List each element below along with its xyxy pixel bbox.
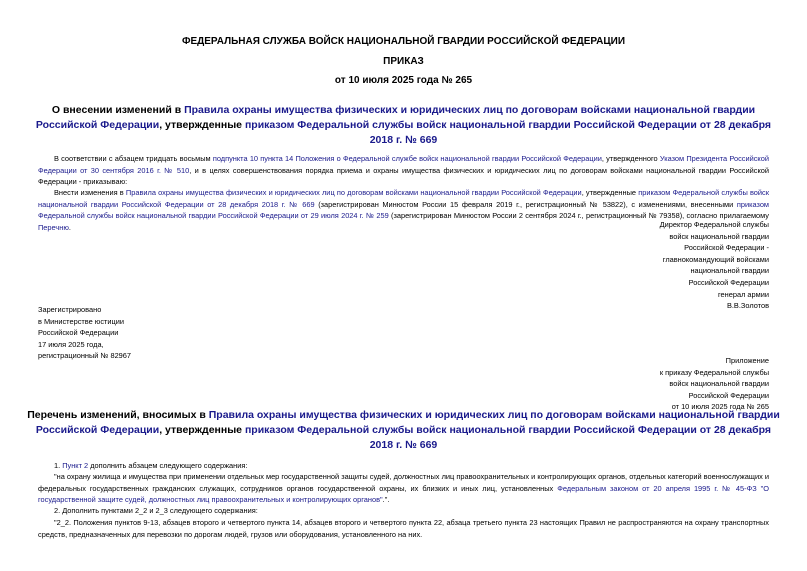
- quote-2: "2_2. Положения пунктов 9-13, абзацев второго и четвертого пункта 14, абзацев второго и четвертого пункта 22, абзаца третьего пункта 23 настоящих Правил не распространяются на охрану транспортных средств, предназначенных для перевозки по дорогам людей, грузов или оборудования, установленного на них.: [38, 518, 769, 539]
- item-number: 1.: [54, 461, 63, 470]
- registration-block: [38, 304, 131, 362]
- link-decree[interactable]: Указом Президента Российской Федерации от 30 сентября 2016 г. № 510: [38, 154, 769, 175]
- text-span: , утвержденного: [601, 154, 660, 163]
- title-link-order[interactable]: приказом Федеральной службы войск национальной гвардии Российской Федерации от 28 декабря 2018 г. № 669: [244, 119, 772, 146]
- item-1: [54, 460, 247, 472]
- registration-line: 17 июля 2025 года,: [38, 339, 104, 349]
- link-point-2[interactable]: Пункт 2: [62, 461, 89, 470]
- signature-line: главнокомандующий войсками: [662, 254, 769, 264]
- registration-line: Зарегистрировано: [38, 305, 102, 314]
- doc-date: от 10 июля 2025 года № 265: [334, 75, 473, 86]
- appendix-line: Российской Федерации: [688, 390, 769, 400]
- text-span: Внести изменения в: [54, 188, 126, 197]
- title-link-rules[interactable]: Правила охраны имущества физических и юридических лиц по договорам войсками национальной гвардии Российской Федерации: [35, 104, 756, 131]
- text-span: , утвержденные: [581, 188, 639, 197]
- org-name: ФЕДЕРАЛЬНАЯ СЛУЖБА ВОЙСК НАЦИОНАЛЬНОЙ ГВАРДИИ РОССИЙСКОЙ ФЕДЕРАЦИИ: [181, 36, 626, 47]
- signature-line: национальной гвардии: [690, 266, 769, 276]
- link-list[interactable]: Перечню: [38, 222, 69, 232]
- text-span: .".: [382, 495, 390, 505]
- appendix-line: Приложение: [725, 356, 769, 365]
- link-rules[interactable]: Правила охраны имущества физических и юридических лиц по договорам войсками национальной гвардии Российской Федерации: [125, 188, 582, 197]
- registration-line: в Министерстве юстиции: [38, 316, 125, 326]
- signature-line: Директор Федеральной службы: [659, 220, 769, 229]
- paragraph-basis: [38, 153, 769, 188]
- appendix-block: [660, 355, 769, 413]
- appendix-line: войск национальной гвардии: [669, 379, 769, 389]
- link-order-669[interactable]: приказом Федеральной службы войск национальной гвардии Российской Федерации от 28 декабря 2018 г. № 669: [38, 188, 769, 209]
- signature-line: В.В.Золотов: [726, 301, 769, 311]
- link-regulation[interactable]: подпункта 10 пункта 14 Положения о Федеральной службе войск национальной гвардии Российской Федерации: [212, 154, 602, 163]
- doc-type: ПРИКАЗ: [383, 56, 424, 67]
- text-span: .: [68, 222, 71, 232]
- text-span: В соответствии с абзацем тридцать восьмым: [54, 154, 213, 163]
- title-prefix: О внесении изменений в: [51, 104, 185, 116]
- link-order-259[interactable]: приказом Федеральной службы войск национальной гвардии Российской Федерации от 29 июля 2024 г. № 259: [38, 199, 770, 221]
- signature-line: Российской Федерации -: [684, 243, 769, 253]
- text-span: дополнить абзацем следующего содержания:: [88, 461, 248, 470]
- appendix-line: от 10 июля 2025 года № 265: [671, 402, 769, 412]
- signature-line: генерал армии: [718, 289, 769, 299]
- signature-line: войск национальной гвардии: [669, 231, 769, 241]
- registration-line: Российской Федерации: [38, 328, 119, 338]
- list-title-prefix: Перечень изменений, вносимых в: [27, 409, 209, 421]
- link-federal-law[interactable]: Федеральным законом от 20 апреля 1995 г. № 45-ФЗ "О государственной защите судей, должностных лиц правоохранительных и контролирующих органов": [38, 483, 769, 505]
- text-span: "на охрану жилища и имущества при применении отдельных мер государственной защиты судей, должностных лиц правоохранительных и контролирующих органов, отдельных категорий военнослужащих и федеральных государственных гражданских служащих, сотрудников органов государственной охраны, их близких и иных лиц, установленных: [38, 472, 769, 493]
- registration-line: регистрационный № 82967: [38, 351, 132, 361]
- list-title-link-rules[interactable]: Правила охраны имущества физических и юридических лиц по договорам войсками национальной гвардии Российской Федерации: [35, 409, 780, 436]
- doc-title: [25, 103, 782, 148]
- list-title: [25, 408, 782, 453]
- text-span: , и в целях совершенствования порядка приема и охраны имущества физических и юридических лиц по договорам войсками национальной гвардии Российской Федерации - приказываю:: [38, 165, 769, 187]
- list-title-mid: , утвержденные: [159, 424, 245, 436]
- text-span: (зарегистрирован Минюстом России 2 сентября 2024 г., регистрационный № 79358), согласно прилагаемому: [388, 211, 769, 221]
- signature-block: [660, 219, 769, 312]
- text-span: (зарегистрирован Минюстом России 15 февраля 2019 г., регистрационный № 53822), с изменениями, внесенными: [314, 199, 737, 209]
- signature-line: Российской Федерации: [688, 277, 769, 287]
- quote-1: [38, 471, 769, 506]
- item-2: 2. Дополнить пунктами 2_2 и 2_3 следующего содержания:: [54, 506, 258, 515]
- appendix-line: к приказу Федеральной службы: [659, 367, 769, 377]
- title-mid: , утвержденные: [159, 119, 245, 131]
- list-title-link-order[interactable]: приказом Федеральной службы войск национальной гвардии Российской Федерации от 28 декабря 2018 г. № 669: [244, 424, 772, 451]
